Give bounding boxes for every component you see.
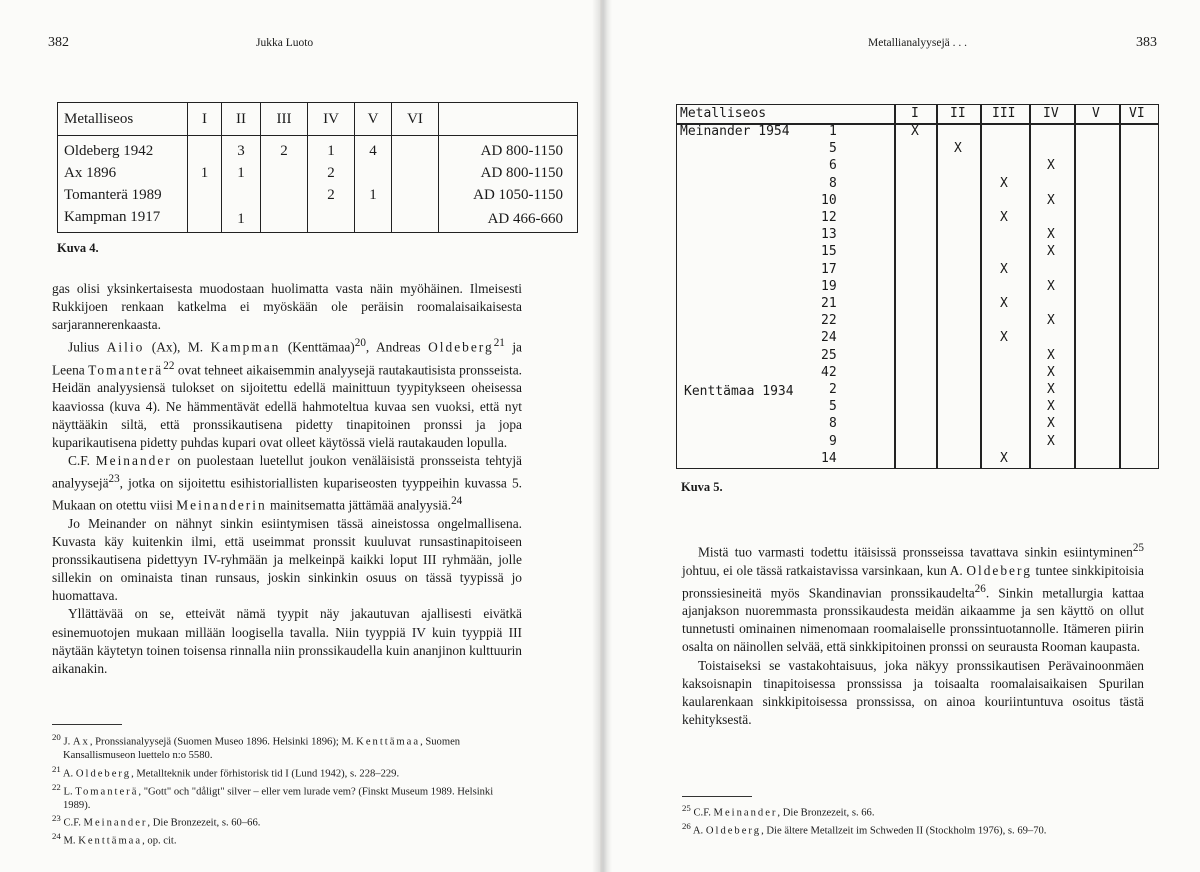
paragraph xyxy=(52,452,522,515)
footnote-ref: 24 xyxy=(451,495,463,508)
kuva4-cell xyxy=(355,162,392,184)
kuva5-row-number: 17 xyxy=(821,261,837,277)
text-run: (Ax), M. xyxy=(144,339,211,355)
footnote xyxy=(52,812,522,830)
kuva5-column-header: III xyxy=(992,106,1016,121)
kuva4-cell: 1 xyxy=(222,162,261,184)
kuva5-mark: X xyxy=(1047,382,1055,397)
running-head-left: Jukka Luoto xyxy=(256,37,314,49)
kuva5-column-rule xyxy=(1029,105,1031,468)
kuva5-row-number: 24 xyxy=(821,330,837,346)
kuva4-cell xyxy=(392,184,439,206)
kuva5-mark: X xyxy=(1047,347,1055,363)
kuva4-cell: 2 xyxy=(308,162,355,184)
right-body-text xyxy=(682,539,1144,729)
kuva4-cell xyxy=(392,162,439,184)
kuva4-header-cell: II xyxy=(222,103,261,136)
kuva4-row xyxy=(58,184,578,206)
kuva5-group-label: Kenttämaa 1934 xyxy=(684,384,794,399)
kuva4-row-date: AD 1050-1150 xyxy=(439,184,578,206)
footnote xyxy=(52,763,522,781)
kuva5-column-header: IV xyxy=(1043,106,1059,121)
spaced-name: Kenttämaa xyxy=(356,736,421,748)
kuva5-row-number: 14 xyxy=(821,450,837,466)
running-head-right: Metallianalyysejä . . . xyxy=(868,37,967,49)
kuva5-group-label: Meinander 1954 xyxy=(680,124,790,139)
text-run: C.F. xyxy=(60,817,84,829)
kuva4-cell xyxy=(222,184,261,206)
footnote-ref: 23 xyxy=(108,472,120,485)
text-run: , Pronssianalyysejä (Suomen Museo 1896. Helsinki 1896); M. xyxy=(89,736,357,748)
kuva4-cell: 1 xyxy=(308,136,355,163)
kuva4-cell: 1 xyxy=(355,184,392,206)
kuva4-row-date: AD 800-1150 xyxy=(439,162,578,184)
kuva4-cell: 3 xyxy=(222,136,261,163)
kuva5-row-number: 1 xyxy=(829,124,837,139)
kuva5-mark: X xyxy=(1000,261,1008,277)
kuva5-caption: Kuva 5. xyxy=(681,480,723,494)
kuva4-row-date: AD 466-660 xyxy=(439,206,578,233)
text-run: J. xyxy=(60,736,73,748)
kuva4-header-cell: IV xyxy=(308,103,355,136)
footnote-ref: 20 xyxy=(354,337,366,350)
kuva5-row-number: 8 xyxy=(829,416,837,432)
paragraph: Yllättävää on se, etteivät nämä tyypit näy jakautuvan ajallisesti eivätkä esinemuotojen mukaan millään loogisella tavalla. Niin tyyppiä IV kuin tyyppiä III näytään käytetyn toinen toisensa rinnalla niin pronssikaudella kuin ananjinon kulttuurin aikanakin. xyxy=(52,606,522,676)
text-run: . Sinkin metallurgia kattaa ajanjakson nuoremmasta pronssikaudesta meidän aikaamme ja sen käyttö on ollut tunnetusti ominainen nimenomaan roomalaiselle pronssintuotannolle. Itämeren piirin osalta on näinollen selvää, että sinkkipitoinen pronssi on seurausta Rooman kaupasta. xyxy=(682,585,1144,655)
spaced-name: Oldeberg xyxy=(966,562,1032,578)
page-number-right: 383 xyxy=(1136,35,1157,50)
footnote-rule xyxy=(52,724,122,725)
footnote xyxy=(52,781,522,813)
spaced-name: Meinander xyxy=(95,452,172,468)
footnote xyxy=(682,802,1144,820)
spaced-name: Oldeberg xyxy=(75,768,132,780)
footnote-number: 23 xyxy=(52,813,61,824)
kuva5-mark: X xyxy=(1000,210,1008,225)
kuva5-column-header: VI xyxy=(1129,106,1145,121)
text-run: (Kenttämaa) xyxy=(280,339,355,355)
kuva4-table xyxy=(57,102,578,233)
kuva5-mark: X xyxy=(1047,278,1055,294)
text-run: mainitsematta jättämää analyysiä. xyxy=(266,497,452,513)
kuva4-cell xyxy=(392,206,439,233)
text-run: C.F. xyxy=(690,807,714,819)
spaced-name: Kenttämaa xyxy=(78,835,143,847)
kuva4-cell xyxy=(355,206,392,233)
footnote-ref: 22 xyxy=(163,359,175,372)
text-run: ja Leena xyxy=(52,339,522,378)
kuva4-caption: Kuva 4. xyxy=(57,241,99,255)
kuva5-row-number: 6 xyxy=(829,158,837,174)
spaced-name: Kampman xyxy=(210,339,281,355)
text-run: johtuu, ei ole tässä ratkaistavissa varsinkaan, kun A. xyxy=(682,562,967,578)
kuva5-row-number: 8 xyxy=(829,175,837,191)
kuva5-column-rule xyxy=(980,105,982,468)
kuva5-column-rule xyxy=(936,105,938,468)
kuva4-row-date: AD 800-1150 xyxy=(439,136,578,163)
kuva4-cell: 1 xyxy=(222,206,261,233)
page-number-left: 382 xyxy=(48,35,69,50)
kuva4-row-name: Tomanterä 1989 xyxy=(58,184,188,206)
text-run: Julius xyxy=(68,339,107,355)
kuva4-header-cell: VI xyxy=(392,103,439,136)
text-run: , op. cit. xyxy=(142,835,177,847)
right-footnotes xyxy=(682,802,1144,838)
kuva5-mark: X xyxy=(911,124,919,139)
kuva5-mark: X xyxy=(1047,416,1055,432)
spaced-name: Ailio xyxy=(106,339,145,355)
kuva4-cell xyxy=(392,136,439,163)
kuva5-row-number: 9 xyxy=(829,433,837,449)
footnote-ref: 21 xyxy=(493,337,505,350)
text-run: on puolestaan luetellut joukon venäläisistä pronsseista tehtyjä analyysejä xyxy=(52,452,522,491)
kuva4-header-row xyxy=(58,103,578,136)
text-run: , "Gott" och "dåligt" silver – eller vem lurade vem? (Finskt Museum 1989. Helsinki 1989). xyxy=(63,786,494,811)
footnote-rule xyxy=(682,796,752,797)
kuva5-row-number: 2 xyxy=(829,382,837,397)
text-run: ovat tehneet aikaisemmin analyysejä rautakautisista pronsseista. Heidän analyysiensä tulokset on sijoitettu edellä mainittuun tyypitykseen oheisessa kaaviossa (kuva 4). Ne hämmentävät edellä hahmoteltua kuvaa sen vuoksi, että nyt näyttääkin siltä, että pronssikautisena pidetty tinapitoinen pronssi ja jopa kuparikautisena pidetty puhdas kupari ovat olleet käytössä vielä rautakauden lopulla. xyxy=(52,362,522,450)
kuva5-mark: X xyxy=(1000,175,1008,191)
text-run: , Die ältere Metallzeit im Schweden II (Stockholm 1976), s. 69–70. xyxy=(761,825,1047,837)
paragraph xyxy=(682,539,1144,657)
paragraph: Toistaiseksi se vastakohtaisuus, joka näkyy pronssikautisen Perävainoonmäen kaksoisnapin tinapitoisessa pronssissa ja toisaalta roomalaisaikaisen Spurilan kaularenkaan sinkkipitoisessa pronssissa, on ainoa kouriintuntuva osoitus tästä kehityksestä. xyxy=(682,657,1144,727)
kuva5-row-number: 42 xyxy=(821,364,837,380)
kuva5-table xyxy=(676,104,1159,469)
kuva4-cell: 2 xyxy=(308,184,355,206)
paragraph: gas olisi yksinkertaisesta muodostaan huolimatta vasta näin myöhäinen. Ilmeisesti Rukkijoen renkaan katkelma ei myöskään ole peräisin roomalaisaikaisesta sarjarannerenkaasta. xyxy=(52,281,522,333)
kuva5-mark: X xyxy=(1000,296,1008,311)
footnote xyxy=(52,731,522,763)
text-run: C.F. xyxy=(68,452,96,468)
kuva4-cell xyxy=(261,206,308,233)
kuva4-cell: 2 xyxy=(261,136,308,163)
text-run: tuntee sinkkipitoisia pronssiesineitä myös Skandinavian pronssikaudelta xyxy=(682,562,1144,601)
spaced-name: Oldeberg xyxy=(705,825,762,837)
text-run: L. xyxy=(60,786,76,798)
spaced-name: Tomanterä xyxy=(88,362,164,378)
spaced-name: Ax xyxy=(72,736,90,748)
text-run: A. xyxy=(690,825,706,837)
text-run: , Die Bronzezeit, s. 66. xyxy=(777,807,875,819)
kuva4-row-name: Oldeberg 1942 xyxy=(58,136,188,163)
paragraph xyxy=(52,334,522,452)
spaced-name: Tomanterä xyxy=(75,786,139,798)
text-run: , Metallteknik under förhistorisk tid I (Lund 1942), s. 228–229. xyxy=(131,768,400,780)
kuva5-row-number: 5 xyxy=(829,141,837,157)
kuva5-row-number: 19 xyxy=(821,278,837,294)
kuva4-cell: 1 xyxy=(188,162,222,184)
text-run: , Die Bronzezeit, s. 60–66. xyxy=(147,817,261,829)
kuva5-mark: X xyxy=(1047,158,1055,174)
footnote-number: 25 xyxy=(682,803,691,813)
kuva5-mark: X xyxy=(1047,364,1055,380)
text-run: , Suomen Kansallismuseon luettelo n:o 5580. xyxy=(63,736,461,762)
text-run: M. xyxy=(60,835,79,847)
paragraph: Jo Meinander on nähnyt sinkin esiintymisen tässä aineistossa ongelmallisena. Kuvasta käy kuitenkin ilmi, että useimmat pronssit kuuluvat runsastinapitoiseen pronssikautisena pidettyyn IV-ryhmään ja melkeinpä kaikki loput III ryhmään, jolle sillekin on ominaista tinan runsaus, joskin sinkinkin osuus on tässä tyypissä jo huomattava. xyxy=(52,516,522,604)
kuva4-row xyxy=(58,162,578,184)
kuva5-mark: X xyxy=(954,141,962,157)
kuva5-mark: X xyxy=(1047,192,1055,208)
footnote xyxy=(52,830,522,848)
spaced-name: Meinander xyxy=(713,807,778,819)
kuva5-header-label: Metalliseos xyxy=(680,106,767,121)
kuva4-row-name: Kampman 1917 xyxy=(58,206,188,233)
kuva5-row-number: 21 xyxy=(821,296,837,311)
kuva4-row xyxy=(58,206,578,233)
kuva5-mark: X xyxy=(1000,330,1008,346)
kuva5-row-number: 15 xyxy=(821,244,837,260)
kuva4-header-cell: III xyxy=(261,103,308,136)
footnote-number: 22 xyxy=(52,781,61,792)
text-run: Mistä tuo varmasti todettu itäisissä pronsseissa tavattava sinkin esiintyminen xyxy=(698,544,1133,560)
kuva5-mark: X xyxy=(1047,433,1055,449)
kuva5-row-number: 12 xyxy=(821,210,837,225)
left-footnotes xyxy=(52,731,522,848)
kuva4-cell xyxy=(261,184,308,206)
kuva4-header-cell: I xyxy=(188,103,222,136)
kuva5-mark: X xyxy=(1047,313,1055,329)
kuva4-row-name: Ax 1896 xyxy=(58,162,188,184)
kuva5-row-number: 10 xyxy=(821,192,837,208)
kuva5-column-rule xyxy=(1074,105,1076,468)
kuva5-column-header: V xyxy=(1092,106,1100,121)
kuva4-cell xyxy=(261,162,308,184)
kuva4-cell xyxy=(188,184,222,206)
spaced-name: Meinanderin xyxy=(176,497,267,513)
kuva5-row-number: 13 xyxy=(821,227,837,243)
spaced-name: Meinander xyxy=(83,817,148,829)
footnote-number: 24 xyxy=(52,831,61,842)
footnote-ref: 25 xyxy=(1132,542,1144,554)
text-run: A. xyxy=(60,768,76,780)
kuva4-header-cell: V xyxy=(355,103,392,136)
text-run: , jotka on sijoitettu esihistoriallisten kupariseosten tyyppeihin kuvassa 5. Mukaan on otettu viisi xyxy=(52,475,522,513)
left-body-text xyxy=(52,280,522,678)
footnote-number: 21 xyxy=(52,763,61,774)
footnote-number: 26 xyxy=(682,821,691,832)
kuva4-row xyxy=(58,136,578,163)
kuva5-column-rule xyxy=(1119,105,1121,468)
kuva4-cell xyxy=(188,206,222,233)
spaced-name: Oldeberg xyxy=(428,339,494,355)
kuva5-mark: X xyxy=(1047,227,1055,243)
kuva4-header-cell xyxy=(439,103,578,136)
kuva5-mark: X xyxy=(1000,450,1008,466)
kuva5-column-header: I xyxy=(911,106,919,121)
kuva5-row-number: 5 xyxy=(829,399,837,415)
footnote xyxy=(682,820,1144,838)
kuva5-row-number: 22 xyxy=(821,313,837,329)
kuva4-cell xyxy=(188,136,222,163)
kuva5-mark: X xyxy=(1047,244,1055,260)
book-gutter xyxy=(592,0,612,872)
kuva5-mark: X xyxy=(1047,399,1055,415)
kuva5-row-number: 25 xyxy=(821,347,837,363)
footnote-number: 20 xyxy=(52,732,61,742)
kuva5-column-header: II xyxy=(950,106,966,121)
kuva5-column-rule xyxy=(894,105,896,468)
kuva4-cell xyxy=(308,206,355,233)
kuva4-header-cell: Metalliseos xyxy=(58,103,188,136)
kuva4-cell: 4 xyxy=(355,136,392,163)
text-run: , Andreas xyxy=(365,339,429,355)
footnote-ref: 26 xyxy=(974,582,986,595)
